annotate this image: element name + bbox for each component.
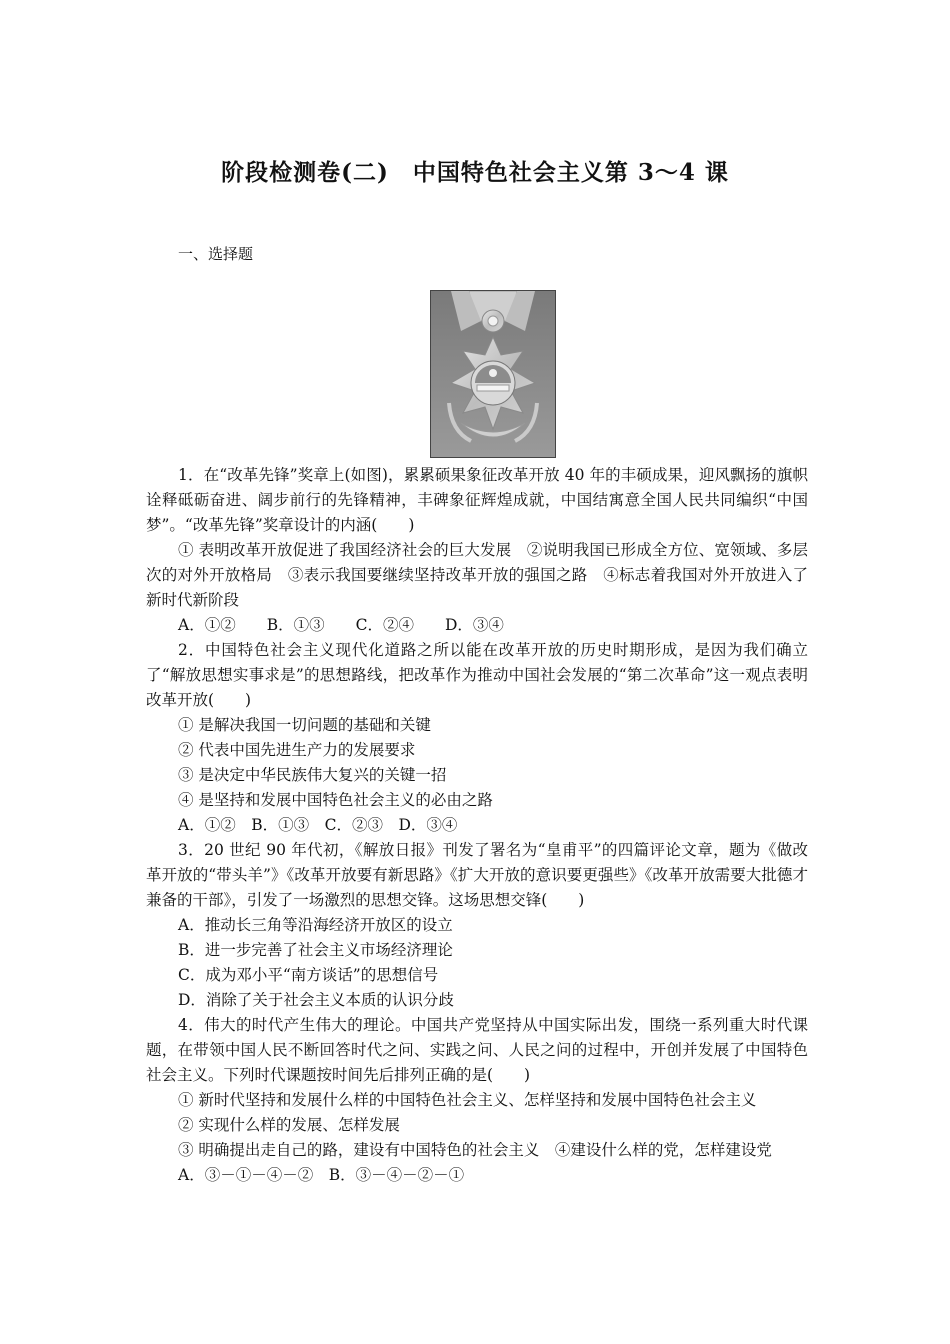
q2-statement-2: ② 代表中国先进生产力的发展要求 xyxy=(178,741,416,759)
q2-options: A．①② B．①③ C．②③ D．③④ xyxy=(178,816,458,834)
reform-pioneer-medal-icon xyxy=(431,291,555,457)
q3-option-a: A．推动长三角等沿海经济开放区的设立 xyxy=(178,916,453,934)
q3-option-c: C．成为邓小平“南方谈话”的思想信号 xyxy=(178,966,439,984)
page-title: 阶段检测卷(二) 中国特色社会主义第 3～4 课 xyxy=(221,159,729,186)
q3-option-d: D．消除了关于社会主义本质的认识分歧 xyxy=(178,991,454,1009)
q4-stem: 4．伟大的时代产生伟大的理论。中国共产党坚持从中国实际出发，围绕一系列重大时代课题，在带领中国人民不断回答时代之问、实践之问、人民之问的过程中，开创并发展了中国特色社会主义。下列时代课题按时间先后排列正确的是( ) xyxy=(146,1016,808,1084)
q1-stem: 1．在“改革先锋”奖章上(如图)，累累硕果象征改革开放 40 年的丰硕成果，迎风飘扬的旗帜诠释砥砺奋进、阔步前行的先锋精神，丰碑象征辉煌成就，中国结寓意全国人民共同编织“中国梦”。“改革先锋”奖章设计的内涵( ) xyxy=(146,466,808,534)
q1-options: A．①② B．①③ C．②④ D．③④ xyxy=(178,616,504,634)
q2-statement-3: ③ 是决定中华民族伟大复兴的关键一招 xyxy=(178,766,447,784)
q3-stem: 3．20 世纪 90 年代初，《解放日报》刊发了署名为“皇甫平”的四篇评论文章，题为《做改革开放的“带头羊”》《改革开放要有新思路》《扩大开放的意识要更强些》《改革开放需要大批德才兼备的干部》，引发了一场激烈的思想交锋。这场思想交锋( ) xyxy=(146,841,808,909)
q4-options: A．③－①－④－② B．③－④－②－① xyxy=(178,1166,465,1184)
q1-statements: ① 表明改革开放促进了我国经济社会的巨大发展 ②说明我国已形成全方位、宽领域、多层次的对外开放格局 ③表示我国要继续坚持改革开放的强国之路 ④标志着我国对外开放进入了新时代新阶段 xyxy=(146,541,808,609)
q4-statement-2: ② 实现什么样的发展、怎样发展 xyxy=(178,1116,400,1134)
medal-image xyxy=(430,290,556,458)
question-list xyxy=(146,463,808,1188)
q2-statement-4: ④ 是坚持和发展中国特色社会主义的必由之路 xyxy=(178,791,493,809)
q2-statement-1: ① 是解决我国一切问题的基础和关键 xyxy=(178,716,431,734)
q3-option-b: B．进一步完善了社会主义市场经济理论 xyxy=(178,941,453,959)
q4-statement-3-4: ③ 明确提出走自己的路，建设有中国特色的社会主义 ④建设什么样的党，怎样建设党 xyxy=(178,1141,772,1159)
q4-statement-1: ① 新时代坚持和发展什么样的中国特色社会主义、怎样坚持和发展中国特色社会主义 xyxy=(178,1091,757,1109)
section-heading: 一、选择题 xyxy=(178,245,254,263)
q2-stem: 2．中国特色社会主义现代化道路之所以能在改革开放的历史时期形成，是因为我们确立了“解放思想实事求是”的思想路线，把改革作为推动中国社会发展的“第二次革命”这一观点表明改革开放( ) xyxy=(146,641,808,709)
